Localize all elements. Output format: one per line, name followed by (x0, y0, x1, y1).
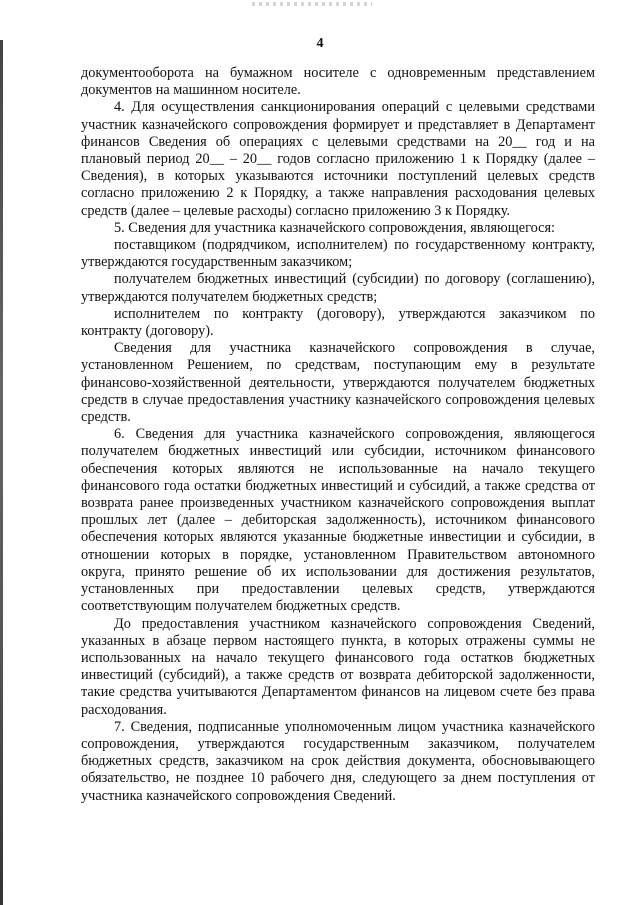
paragraph-item-6: 6. Сведения для участника казначейского сопровождения, являющегося получателем бюджетных инвестиций или субсидии, источником финансового обеспечения которых являются не использованные на начало текущего финансового года остатки бюджетных инвестиций и субсидий, а также средства от возврата ранее произведенных участником казначейского сопровождения выплат прошлых лет (далее – дебиторская задолженность), источником финансового обеспечения которых являются указанные бюджетные инвестиции и субсидии, в отношении которых в порядке, установленном Правительством автономного округа, принято решение об их использовании для достижения результатов, установленных при предоставлении целевых средств, утверждаются соответствующим получателем бюджетных средств. (81, 426, 595, 615)
scan-smudge (252, 2, 372, 6)
paragraph-item-7: 7. Сведения, подписанные уполномоченным лицом участника казначейского сопровождения, утверждаются государственным заказчиком, получателем бюджетных средств, заказчиком на срок действия документа, обосновывающего обязательство, не позднее 10 рабочего дня, следующего за днем поступления от участника казначейского сопровождения Сведений. (81, 718, 595, 804)
paragraph-continuation: документооборота на бумажном носителе с одновременным представлением документов на машинном носителе. (81, 65, 595, 99)
document-body (81, 65, 595, 805)
scan-edge-shadow (0, 40, 3, 905)
paragraph-business-activity: Сведения для участника казначейского сопровождения в случае, установленном Решением, по средствам, поступающим ему в результате финансово-хозяйственной деятельности, утверждаются получателем бюджетных средств в случае предоставления участнику казначейского сопровождения целевых средств. (81, 340, 595, 426)
paragraph-contractor: исполнителем по контракту (договору), утверждаются заказчиком по контракту (договору). (81, 305, 595, 340)
paragraph-investment-recipient: получателем бюджетных инвестиций (субсидии) по договору (соглашению), утверждаются получателем бюджетных средств; (81, 271, 595, 305)
paragraph-supplier: поставщиком (подрядчиком, исполнителем) по государственному контракту, утверждаются государственным заказчиком; (81, 237, 595, 271)
paragraph-before-submission: До предоставления участником казначейского сопровождения Сведений, указанных в абзаце первом настоящего пункта, в которых отражены суммы не использованных на начало текущего финансового года остатков бюджетных инвестиций (субсидий), а также средств от возврата дебиторской задолженности, такие средства учитываются Департаментом финансов на лицевом счете без права расходования. (81, 615, 595, 718)
paragraph-item-5: 5. Сведения для участника казначейского сопровождения, являющегося: (114, 219, 555, 236)
page-number: 4 (316, 36, 324, 51)
paragraph-item-4: 4. Для осуществления санкционирования операций с целевыми средствами участник казначейского сопровождения формирует и представляет в Департамент финансов Сведения об операциях с целевыми средствами на 20__ год и на плановый период 20__ – 20__ годов согласно приложению 1 к Порядку (далее – Сведения), в которых указываются источники поступлений целевых средств согласно приложению 2 к Порядку, а также направления расходования целевых средств (далее – целевые расходы) согласно приложению 3 к Порядку. (81, 99, 595, 219)
